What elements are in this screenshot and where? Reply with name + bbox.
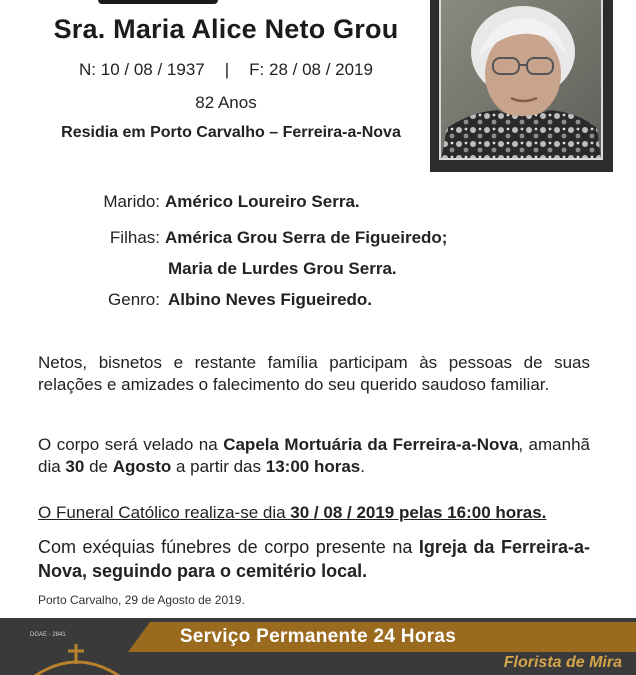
service-banner: Serviço Permanente 24 Horas bbox=[179, 626, 457, 647]
son-in-law-label: Genro: bbox=[108, 290, 160, 309]
exequies-church: Igreja da Ferreira-a-Nova, seguindo para o cemitério local. bbox=[38, 537, 591, 581]
florist-name: Florista de Mira bbox=[503, 654, 622, 671]
date-separator: | bbox=[224, 60, 230, 79]
wake-text-3: a partir das bbox=[171, 457, 266, 476]
wake-comma: , bbox=[518, 435, 524, 454]
funeral-info bbox=[38, 503, 614, 523]
family-row-daughters bbox=[0, 228, 636, 252]
husband-name: Américo Loureiro Serra. bbox=[165, 192, 360, 211]
life-dates bbox=[0, 60, 452, 80]
portrait-frame bbox=[430, 0, 613, 172]
announcement-text: Netos, bisnetos e restante família participam às pessoas de suas relações e amizades o falecimento do seu querido saudoso familiar. bbox=[38, 353, 590, 394]
license-number: DGAE - 2841 bbox=[30, 632, 66, 638]
deceased-name: Sra. Maria Alice Neto Grou bbox=[53, 14, 399, 44]
wake-prefix: O corpo será velado na bbox=[38, 435, 224, 454]
age: 82 Anos bbox=[195, 93, 257, 112]
portrait-photo bbox=[439, 0, 603, 160]
place-and-date: Porto Carvalho, 29 de Agosto de 2019. bbox=[38, 593, 245, 607]
wake-text-1: amanhã dia bbox=[38, 435, 590, 476]
funeral-home-logo-icon bbox=[32, 640, 122, 675]
funeral-details: 30 / 08 / 2019 pelas 16:00 horas. bbox=[290, 503, 547, 522]
death-date: F: 28 / 08 / 2019 bbox=[249, 60, 373, 79]
exequies-prefix: Com exéquias fúnebres de corpo presente na bbox=[38, 537, 419, 557]
wake-day: 30 bbox=[65, 457, 85, 476]
family-row-daughter-2 bbox=[0, 259, 636, 283]
wake-month: Agosto bbox=[112, 457, 172, 476]
wake-end: . bbox=[360, 457, 365, 476]
wake-time: 13:00 horas bbox=[265, 457, 361, 476]
family-row-son-in-law bbox=[0, 290, 636, 314]
residence: Residia em Porto Carvalho – Ferreira-a-Nova bbox=[61, 124, 401, 141]
daughter-2-name: Maria de Lurdes Grou Serra. bbox=[168, 259, 397, 278]
daughter-1-name: América Grou Serra de Figueiredo; bbox=[165, 228, 448, 247]
funeral-prefix: O Funeral Católico realiza-se dia bbox=[38, 503, 291, 522]
husband-label: Marido: bbox=[103, 192, 160, 211]
wake-chapel: Capela Mortuária da Ferreira-a-Nova bbox=[223, 435, 519, 454]
birth-date: N: 10 / 08 / 1937 bbox=[79, 60, 205, 79]
son-in-law-name: Albino Neves Figueiredo. bbox=[168, 290, 373, 309]
exequies-info bbox=[38, 535, 590, 583]
wake-text-2: de bbox=[84, 457, 113, 476]
daughters-label: Filhas: bbox=[109, 228, 160, 247]
wake-info bbox=[38, 434, 590, 478]
top-decorative-bar bbox=[98, 0, 218, 4]
family-row-husband bbox=[0, 192, 636, 216]
footer-bar bbox=[0, 618, 636, 675]
